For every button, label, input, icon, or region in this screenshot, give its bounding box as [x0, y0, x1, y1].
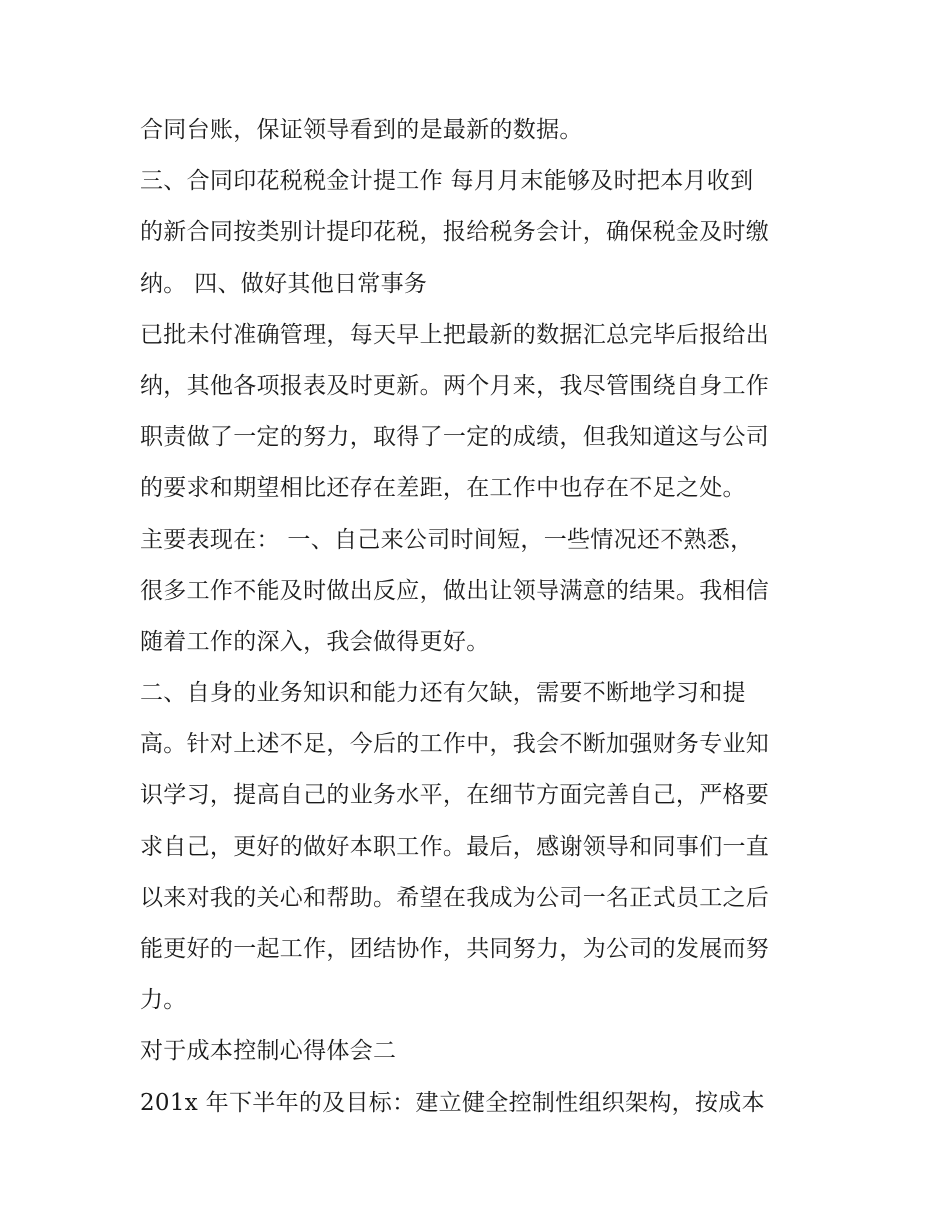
text-line: 纳。 四、做好其他日常事务: [140, 270, 428, 297]
text-line: 职责做了一定的努力，取得了一定的成绩，但我知道这与公司: [140, 424, 770, 451]
text-line: 高。针对上述不足，今后的工作中，我会不断加强财务专业知: [140, 731, 770, 758]
text-line: 的新合同按类别计提印花税，报给税务会计，确保税金及时缴: [140, 219, 770, 246]
text-line: 的要求和期望相比还存在差距，在工作中也存在不足之处。: [140, 475, 746, 502]
text-line: 已批未付准确管理，每天早上把最新的数据汇总完毕后报给出: [140, 321, 770, 348]
text-line: 求自己，更好的做好本职工作。最后，感谢领导和同事们一直: [140, 833, 770, 860]
text-line: 能更好的一起工作，团结协作，共同努力，为公司的发展而努: [140, 936, 770, 962]
text-line: 201x 年下半年的及目标：建立健全控制性组织架构，按成本: [140, 1089, 765, 1116]
text-line: 很多工作不能及时做出反应，做出让领导满意的结果。我相信: [140, 577, 770, 604]
text-line: 三、合同印花税税金计提工作 每月月末能够及时把本月收到: [140, 168, 754, 195]
text-line: 识学习，提高自己的业务水平，在细节方面完善自己，严格要: [140, 782, 770, 809]
text-line: 纳，其他各项报表及时更新。两个月来，我尽管围绕自身工作: [140, 372, 770, 399]
text-line: 合同台账，保证领导看到的是最新的数据。: [140, 117, 583, 143]
text-line: 主要表现在： 一、自己来公司时间短，一些情况还不熟悉，: [140, 526, 754, 553]
document-body: [140, 105, 820, 1129]
text-line: 以来对我的关心和帮助。希望在我成为公司一名正式员工之后: [140, 884, 770, 911]
section-heading: 对于成本控制心得体会二: [140, 1038, 397, 1065]
text-line: 力。: [140, 987, 187, 1014]
text-line: 随着工作的深入，我会做得更好。: [140, 628, 490, 655]
text-line: 二、自身的业务知识和能力还有欠缺，需要不断地学习和提: [140, 680, 746, 707]
